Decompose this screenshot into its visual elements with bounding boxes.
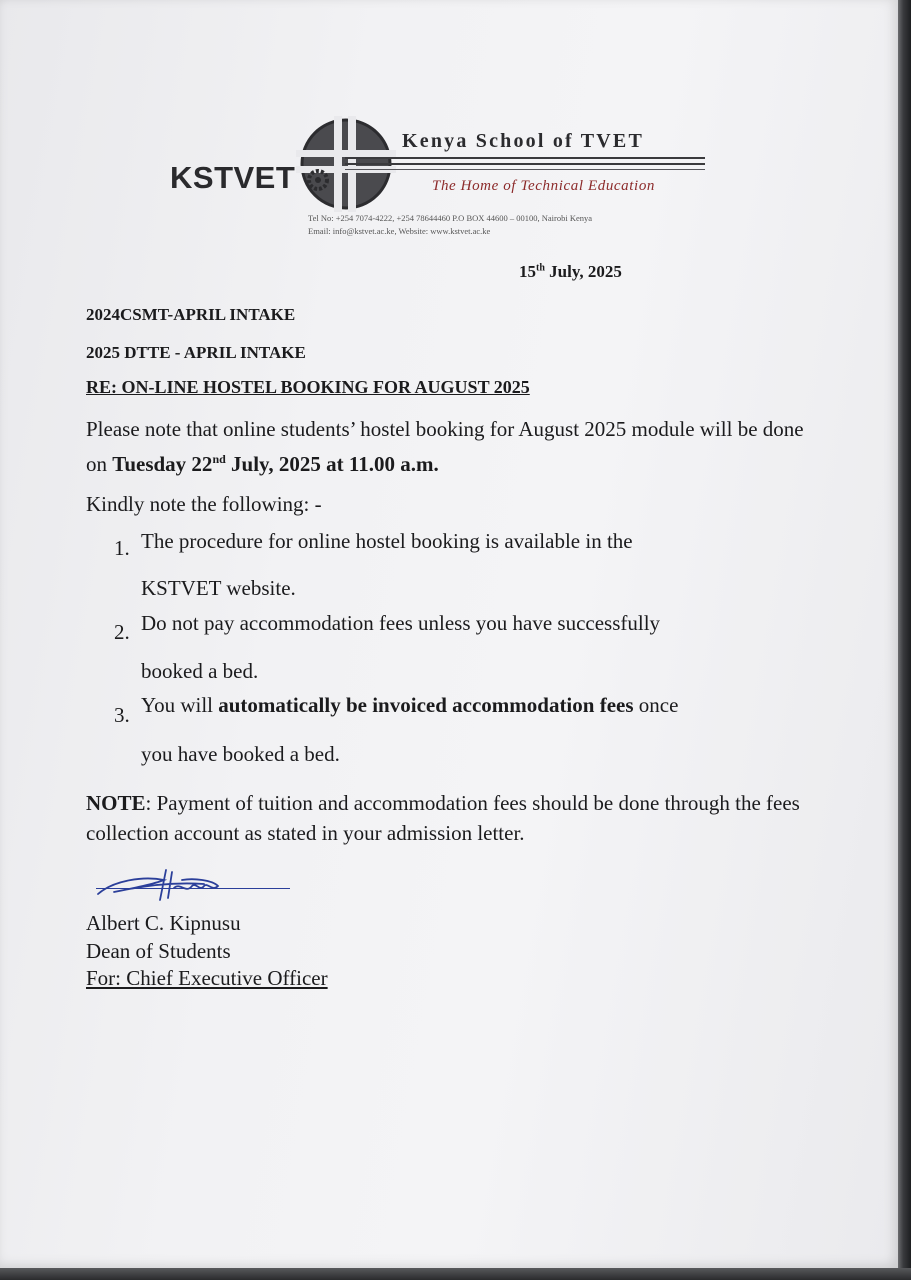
date-rest: July, 2025 [544, 262, 622, 281]
intro-date: Tuesday 22 [112, 452, 213, 476]
letterhead-contact [308, 212, 592, 238]
letterhead-rule [345, 157, 705, 159]
letter-date [519, 262, 622, 282]
background-edge [0, 1268, 911, 1280]
letterhead-rule [345, 169, 705, 170]
list-item-number: 2. [114, 620, 130, 644]
intro-date-suffix: nd [212, 452, 226, 466]
letterhead-institution-name: Kenya School of TVET [402, 130, 644, 152]
letterhead-contact-line [308, 225, 592, 238]
list-item-number: 1. [114, 536, 130, 560]
intro-date-rest: July, 2025 at 11.00 a.m. [225, 452, 439, 476]
note-text: : Payment of tuition and accommodation fees should be done through the fees collection account as stated in your admission letter. [86, 791, 800, 845]
note-label: NOTE [86, 791, 146, 815]
handwritten-signature [94, 866, 294, 906]
list-item-number: 3. [114, 703, 130, 727]
letterhead-rule [345, 163, 705, 165]
date-suffix: th [536, 262, 545, 274]
list-item-text: The procedure for online hostel booking is available in the [141, 529, 633, 553]
letterhead-abbreviation: KSTVET [170, 160, 296, 195]
intro-text: Please note that online students’ hostel booking for August 2025 module will be done on [86, 417, 804, 476]
date-day: 15 [519, 262, 536, 281]
letterhead-contact-line: Tel No: +254 7074-4222, +254 78644460 P.O BOX 44600 – 00100, Nairobi Kenya [308, 213, 593, 223]
intro-paragraph [86, 414, 806, 479]
signatory-title: Dean of Students [86, 939, 231, 963]
signature-line [96, 888, 290, 889]
list-item-text-part: once [633, 693, 679, 717]
intake-line: 2025 DTTE - APRIL INTAKE [86, 343, 306, 362]
email-link[interactable]: info@kstvet.ac.ke [332, 226, 395, 236]
list-item-text: booked a bed. [141, 659, 259, 683]
note-paragraph [86, 788, 806, 848]
letter-subject: RE: ON-LINE HOSTEL BOOKING FOR AUGUST 2025 [86, 377, 530, 397]
kindly-note-line: Kindly note the following: - [86, 492, 322, 516]
letterhead-tagline: The Home of Technical Education [432, 178, 656, 194]
website-link[interactable]: www.kstvet.ac.ke [430, 226, 491, 236]
background-edge [898, 0, 911, 1280]
list-item-text: KSTVET website. [141, 576, 296, 600]
list-item-text: you have booked a bed. [141, 742, 340, 766]
website-label: , Website: [394, 226, 431, 236]
list-item-text: Do not pay accommodation fees unless you have successfully [141, 611, 661, 635]
signatory-name: Albert C. Kipnusu [86, 911, 241, 935]
list-item-emphasis: automatically be invoiced accommodation fees [218, 693, 634, 717]
signatory-on-behalf: For: Chief Executive Officer [86, 966, 328, 990]
intake-line: 2024CSMT-APRIL INTAKE [86, 305, 296, 324]
list-item-text-part: You will [141, 693, 219, 717]
list-item-text [141, 692, 678, 718]
email-label: Email: [308, 226, 333, 236]
